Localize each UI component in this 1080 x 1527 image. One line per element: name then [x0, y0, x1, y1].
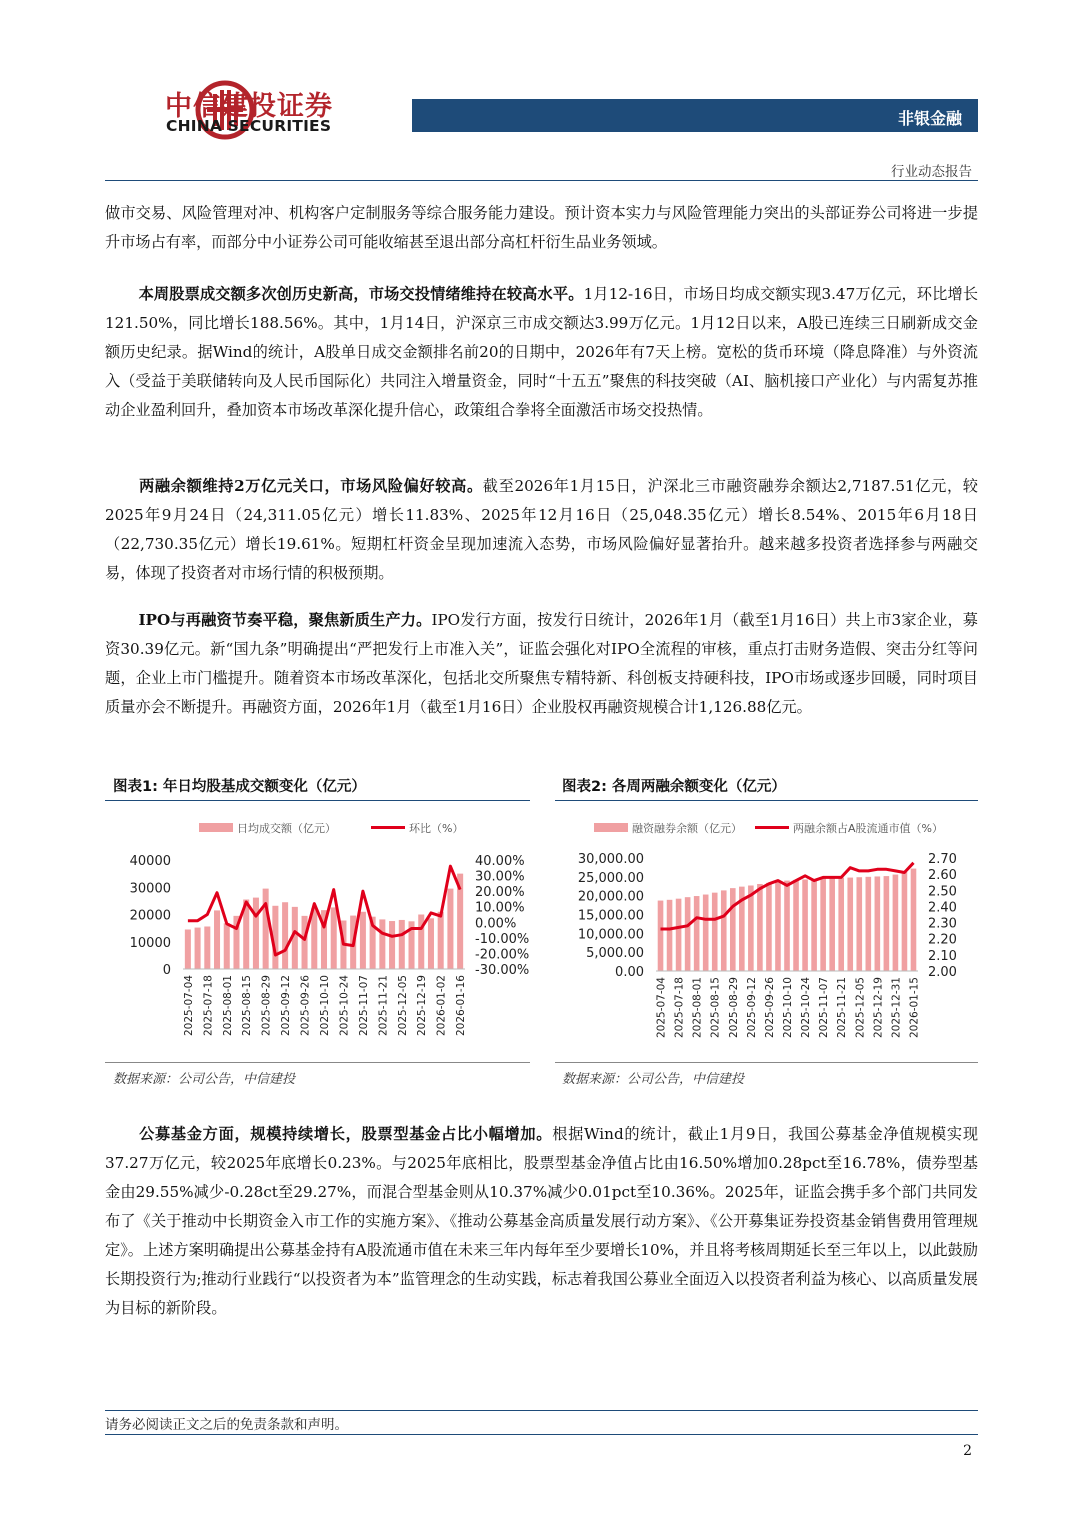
bar [282, 902, 288, 969]
bar [185, 929, 191, 969]
bar [389, 921, 395, 969]
paragraph-0 [105, 199, 978, 257]
y-right-tick-label: -30.00% [475, 963, 530, 978]
x-tick-label: 2026-01-15 [908, 977, 921, 1039]
footer-disclaimer: 请务必阅读正文之后的免责条款和声明。 [105, 1417, 348, 1433]
figure-1-title: 图表1: 年日均股基成交额变化（亿元） [113, 779, 366, 795]
bar [847, 878, 853, 971]
figure-2-title: 图表2: 各周两融余额变化（亿元） [562, 779, 786, 795]
x-tick-label: 2025-11-07 [357, 975, 370, 1037]
y-right-tick-label: 2.70 [928, 852, 957, 867]
y-right-tick-label: -10.00% [475, 931, 530, 947]
y-left-tick-label: 5,000.00 [586, 946, 644, 962]
bar [730, 888, 736, 971]
bar [703, 895, 709, 971]
report-type: 行业动态报告 [891, 164, 972, 180]
y-right-tick-label: 10.00% [475, 900, 525, 916]
bar [379, 919, 385, 969]
y-right-tick-label: 40.00% [475, 854, 525, 869]
x-tick-label: 2025-12-19 [416, 975, 429, 1037]
bar [676, 899, 682, 971]
paragraph-4-lead: 公募基金方面，规模持续增长，股票型基金占比小幅增加。 [138, 1125, 553, 1143]
bar [866, 877, 872, 971]
bar [811, 879, 817, 971]
x-tick-label: 2025-09-12 [280, 975, 293, 1037]
x-tick-label: 2025-09-26 [763, 977, 776, 1039]
paragraph-1-body: 1月12-16日，市场日均成交额实现3.47万亿元，环比增长121.50%，同比增长188.56%。其中，1月14日，沪深京三市成交额达3.99万亿元。1月12日以来，A股已连续三日刷新成交金额历史纪录。据Wind的统计，A股单日成交金额排名前20的日期中，2026年有7天上榜。宽松的货币环境（降息降准）与外资流入（受益于美联储转向及人民币国际化）共同注入增量资金，同时“十五五”聚焦的科技突破（AI、脑机接口产业化）与内需复苏推动企业盈利回升，叠加资本市场改革深化提升信心，政策组合拳将全面激活市场交投热情。 [105, 285, 979, 419]
bar [224, 923, 230, 969]
paragraph-2-lead: 两融余额维持2万亿元关口，市场风险偏好较高。 [138, 477, 483, 495]
paragraph-4 [105, 1120, 978, 1323]
bar [856, 877, 862, 971]
paragraph-2 [105, 472, 978, 588]
chart-1 [113, 810, 530, 1058]
y-right-tick-label: 2.20 [928, 932, 957, 948]
legend-line-label: 环比（%） [409, 822, 464, 835]
bar [829, 878, 835, 971]
footer-divider-2 [105, 1434, 978, 1435]
bar [331, 907, 337, 969]
y-left-tick-label: 40000 [129, 854, 171, 869]
bar [263, 889, 269, 969]
chart-2 [560, 810, 978, 1058]
bar [658, 901, 664, 971]
x-tick-label: 2026-01-02 [435, 975, 448, 1037]
bar [902, 872, 908, 971]
y-right-tick-label: 2.30 [928, 916, 957, 932]
bar [802, 879, 808, 971]
figure-2-source: 数据来源：公司公告，中信建投 [562, 1072, 745, 1087]
logo-text-cn: 中信建投证券 [165, 91, 333, 122]
x-tick-label: 2025-07-04 [182, 975, 195, 1037]
bar [214, 910, 220, 969]
y-left-tick-label: 15,000.00 [577, 908, 644, 924]
figure-2-source-rule [555, 1062, 978, 1063]
y-right-tick-label: 0.00% [475, 916, 517, 932]
y-right-tick-label: 2.00 [928, 965, 957, 980]
paragraph-3 [105, 606, 978, 722]
bar [685, 897, 691, 971]
header-divider [105, 180, 978, 181]
legend-bar-label: 日均成交额（亿元） [237, 822, 336, 835]
bar [253, 898, 259, 969]
y-right-tick-label: 2.60 [928, 868, 957, 884]
bar [694, 896, 700, 971]
bar [428, 918, 434, 969]
y-left-tick-label: 10000 [129, 935, 171, 951]
bar [911, 869, 917, 971]
bar [884, 876, 890, 971]
figure-1-source-rule [105, 1062, 530, 1063]
page-number: 2 [963, 1443, 972, 1459]
x-tick-label: 2025-12-05 [854, 977, 867, 1039]
x-tick-label: 2025-07-18 [673, 977, 686, 1039]
y-right-tick-label: 30.00% [475, 869, 525, 885]
y-left-tick-label: 0.00 [615, 965, 644, 980]
y-right-tick-label: -20.00% [475, 947, 530, 963]
x-tick-label: 2025-11-07 [818, 977, 831, 1039]
legend-bar-swatch [199, 823, 233, 832]
header-bar [412, 99, 978, 132]
bar [195, 928, 201, 969]
figure-1-source: 数据来源：公司公告，中信建投 [113, 1072, 296, 1087]
x-tick-label: 2025-09-12 [745, 977, 758, 1039]
y-left-tick-label: 0 [162, 963, 171, 978]
paragraph-3-body: IPO发行方面，按发行日统计，2026年1月（截至1月16日）共上市3家企业，募资30.39亿元。新“国九条”明确提出“严把发行上市准入关”，证监会强化对IPO全流程的审核，重点打击财务造假、突击分红等问题，企业上市门槛提升。随着资本市场改革深化，包括北交所聚焦专精特新、科创板支持硬科技，IPO市场或逐步回暖，同时项目质量亦会不断提升。再融资方面，2026年1月（截至1月16日）企业股权再融资规模合计1,126.88亿元。 [105, 611, 978, 716]
x-tick-label: 2025-07-18 [202, 975, 215, 1037]
x-tick-label: 2025-11-21 [377, 975, 390, 1037]
x-tick-label: 2025-08-01 [691, 977, 704, 1039]
bar [721, 890, 727, 971]
y-left-tick-label: 20000 [129, 908, 171, 924]
y-left-tick-label: 30,000.00 [577, 852, 644, 867]
x-tick-label: 2025-10-24 [800, 977, 813, 1039]
bar [820, 878, 826, 971]
bar [893, 875, 899, 971]
bar [667, 900, 673, 971]
x-tick-label: 2025-10-10 [319, 975, 331, 1037]
x-tick-label: 2025-11-21 [836, 977, 849, 1039]
y-right-tick-label: 2.40 [928, 900, 957, 916]
footer-divider [105, 1410, 978, 1411]
y-left-tick-label: 25,000.00 [577, 870, 644, 886]
figure-1-rule [105, 800, 530, 801]
x-tick-label: 2025-08-29 [260, 975, 273, 1037]
paragraph-0-text: 做市交易、风险管理对冲、机构客户定制服务等综合服务能力建设。预计资本实力与风险管理能力突出的头部证券公司将进一步提升市场占有率，而部分中小证券公司可能收缩甚至退出部分高杠杆衍生品业务领域。 [105, 204, 978, 251]
bar [793, 880, 799, 971]
x-tick-label: 2025-08-01 [221, 975, 234, 1037]
x-tick-label: 2025-09-26 [299, 975, 312, 1037]
x-tick-label: 2025-07-04 [655, 977, 668, 1039]
x-tick-label: 2025-08-29 [727, 977, 740, 1039]
x-tick-label: 2025-10-10 [782, 977, 794, 1039]
paragraph-1 [105, 280, 978, 425]
y-left-tick-label: 30000 [129, 881, 171, 897]
bar [757, 884, 763, 971]
x-tick-label: 2025-12-19 [872, 977, 885, 1039]
legend-line-label: 两融余额占A股流通市值（%） [793, 822, 943, 835]
bar [302, 916, 308, 969]
y-left-tick-label: 20,000.00 [577, 889, 644, 905]
bar [748, 885, 754, 971]
x-tick-label: 2025-12-31 [890, 977, 903, 1039]
bar [447, 889, 453, 969]
bar [875, 876, 881, 971]
y-right-tick-label: 2.50 [928, 884, 957, 900]
x-tick-label: 2025-12-05 [396, 975, 409, 1037]
bar [438, 912, 444, 969]
figure-2-rule [555, 800, 978, 801]
bar [399, 920, 405, 969]
section-title: 非银金融 [897, 109, 962, 128]
bar [838, 878, 844, 971]
x-tick-label: 2025-10-24 [338, 975, 351, 1037]
y-right-tick-label: 2.10 [928, 948, 957, 964]
y-right-tick-label: 20.00% [475, 885, 525, 901]
paragraph-3-lead: IPO与再融资节奏平稳，聚焦新质生产力。 [138, 611, 432, 629]
paragraph-1-lead: 本周股票成交额多次创历史新高，市场交投情绪维持在较高水平。 [138, 285, 584, 303]
x-tick-label: 2026-01-16 [455, 975, 468, 1037]
bar [360, 912, 366, 969]
logo-text-en: CHINA SECURITIES [166, 117, 332, 135]
paragraph-4-body: 根据Wind的统计，截止1月9日，我国公募基金净值规模实现37.27万亿元，较2025年底增长0.23%。与2025年底相比，股票型基金净值占比由16.50%增加0.28pct至16.78%，债券型基金由29.55%减少-0.28ct至29.27%，而混合型基金则从10.37%减少0.01pct至10.36%。2025年，证监会携手多个部门共同发布了《关于推动中长期资金入市工作的实施方案》、《推动公募基金高质量发展行动方案》、《公开募集证券投资基金销售费用管理规定》。上述方案明确提出公募基金持有A股流通市值在未来三年内每年至少要增长10%，并且将考核周期延长至三年以上，以此鼓励长期投资行为;推动行业践行“以投资者为本”监管理念的生动实践，标志着我国公募业全面迈入以投资者利益为核心、以高质量发展为目标的新阶段。 [105, 1125, 979, 1317]
paragraph-2-body: 截至2026年1月15日，沪深北三市融资融券余额达2,7187.51亿元，较2025年9月24日（24,311.05亿元）增长11.83%、2025年12月16日（25,048.35亿元）增长8.54%、2015年6月18日（22,730.35亿元）增长19.61%。短期杠杆资金呈现加速流入态势，市场风险偏好显著抬升。越来越多投资者选择参与两融交易，体现了投资者对市场行情的积极预期。 [105, 477, 978, 582]
bar [311, 908, 317, 969]
bar [775, 882, 781, 971]
bar [712, 893, 718, 971]
x-tick-label: 2025-08-15 [709, 977, 722, 1039]
x-tick-label: 2025-08-15 [241, 975, 254, 1037]
bar [204, 926, 210, 969]
bar [784, 881, 790, 971]
bar [766, 883, 772, 971]
y-left-tick-label: 10,000.00 [577, 927, 644, 943]
legend-bar-swatch [594, 823, 628, 832]
legend-bar-label: 融资融券余额（亿元） [632, 822, 742, 835]
